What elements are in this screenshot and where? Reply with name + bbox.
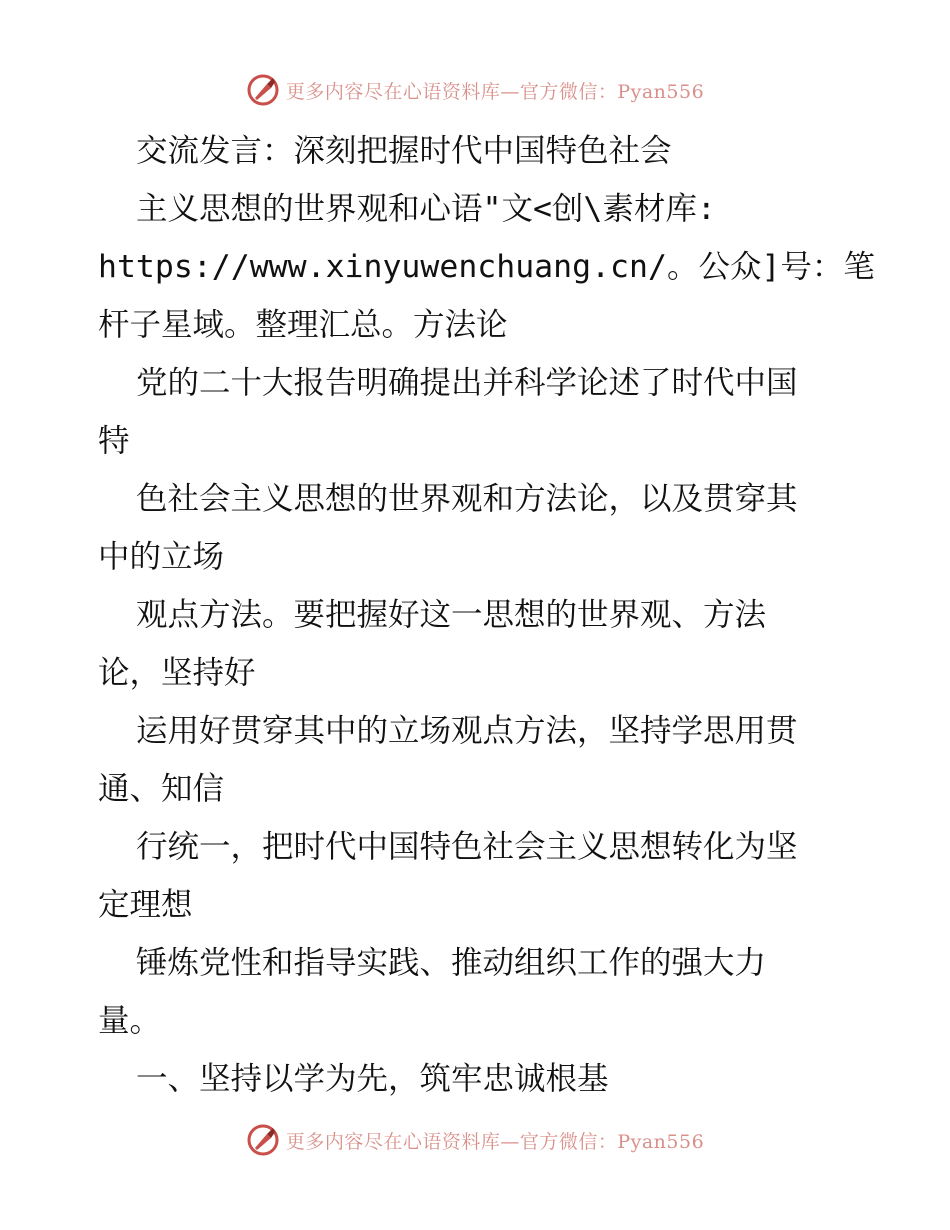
footer-watermark-banner <box>0 1120 950 1160</box>
paragraph-line: 中的立场 <box>98 539 225 575</box>
title-line-3: https://www.xinyuwenchuang.cn/。公众]号：笔 <box>98 249 875 285</box>
paragraph-line: 特 <box>98 423 130 459</box>
paragraph-line: 通、知信 <box>98 771 225 807</box>
title-line-1: 交流发言：深刻把握时代中国特色社会 <box>136 133 672 169</box>
paragraph-line: 量。 <box>98 1003 162 1039</box>
pen-nib-circle-icon <box>246 1123 280 1157</box>
section-heading: 一、坚持以学为先，筑牢忠诚根基 <box>136 1061 609 1097</box>
pen-nib-circle-icon <box>246 73 280 107</box>
paragraph-line: 色社会主义思想的世界观和方法论，以及贯穿其 <box>136 481 798 517</box>
title-line-4: 杆子星域。整理汇总。方法论 <box>98 307 508 343</box>
paragraph-line: 锤炼党性和指导实践、推动组织工作的强大力 <box>136 945 767 981</box>
paragraph-line: 行统一，把时代中国特色社会主义思想转化为坚 <box>136 829 798 865</box>
watermark-text: 更多内容尽在心语资料库—官方微信：Pyan556 <box>285 1130 705 1153</box>
title-line-2: 主义思想的世界观和心语"文<创\素材库: <box>136 191 716 227</box>
header-watermark-banner <box>0 70 950 110</box>
paragraph-line: 定理想 <box>98 887 193 923</box>
document-body <box>98 122 875 1108</box>
watermark-text: 更多内容尽在心语资料库—官方微信：Pyan556 <box>285 80 705 103</box>
paragraph-line: 运用好贯穿其中的立场观点方法，坚持学思用贯 <box>136 713 798 749</box>
paragraph-line: 观点方法。要把握好这一思想的世界观、方法 <box>136 597 767 633</box>
paragraph-line: 论，坚持好 <box>98 655 256 691</box>
paragraph-line: 党的二十大报告明确提出并科学论述了时代中国 <box>136 365 798 401</box>
